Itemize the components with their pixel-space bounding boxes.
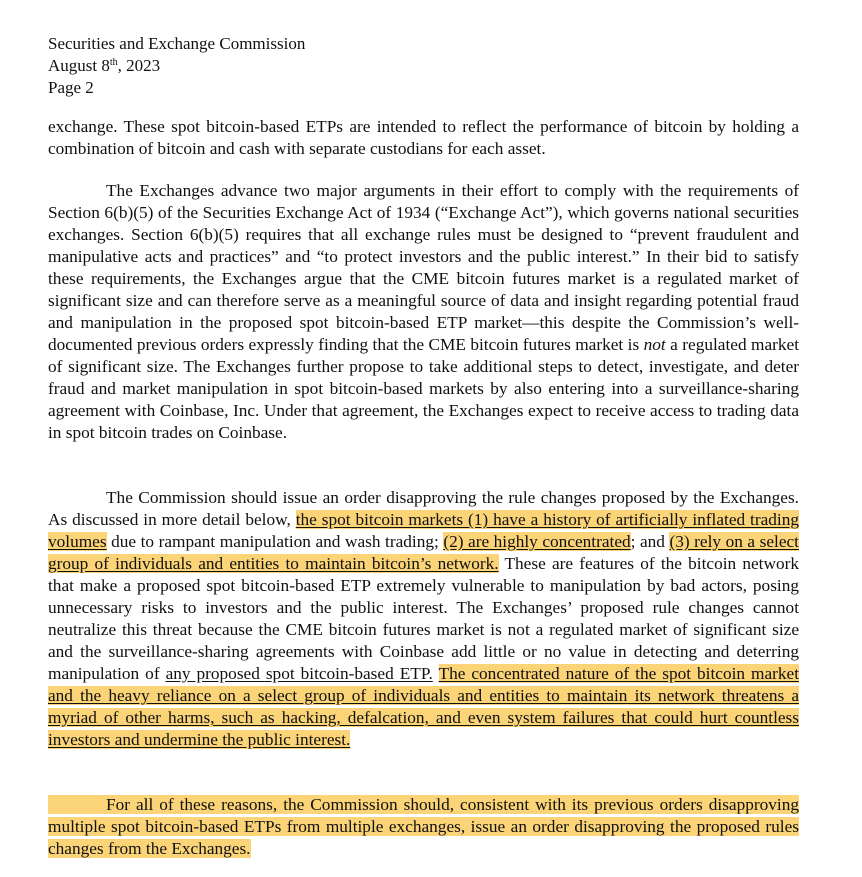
- letter-header: [48, 33, 305, 99]
- recipient-line: Securities and Exchange Commission: [48, 34, 306, 53]
- letter-date: [48, 55, 305, 77]
- paragraph-3-part-2: due to rampant manipulation and wash trading;: [106, 532, 444, 551]
- date-month-day: August 8: [48, 56, 110, 75]
- paragraph-3-part-3: ; and: [630, 532, 670, 551]
- highlight-inflated-volumes: the spot bitcoin markets (1) have a history of artificially inflated trading volumes: [48, 510, 800, 551]
- underline-any-proposed-etp: any proposed spot bitcoin-based ETP.: [165, 664, 433, 683]
- paragraph-2: [48, 180, 799, 444]
- date-ordinal-suffix: th: [109, 57, 118, 68]
- paragraph-3-part-5: [433, 664, 439, 683]
- date-year: , 2023: [117, 56, 161, 75]
- paragraph-4-text: For all of these reasons, the Commission should, consistent with its previous orders disapproving multiple spot bitcoin-based ETPs from multiple exchanges, issue an order disapproving the proposed rules changes from the Exchanges.: [48, 795, 799, 858]
- emphasis-not: not: [643, 335, 666, 354]
- page-number: Page 2: [48, 78, 94, 97]
- highlight-select-group: (3) rely on a select group of individuals and entities to maintain bitcoin’s network.: [48, 532, 799, 573]
- paragraph-2-part-2: a regulated market of significant size. The Exchanges further propose to take additional steps to detect, investigate, and deter fraud and market manipulation in spot bitcoin-based markets by also entering into a surveillance-sharing agreement with Coinbase, Inc. Under that agreement, the Exchanges expect to receive access to trading data in spot bitcoin trades on Coinbase.: [48, 335, 800, 442]
- highlight-conclusion: [48, 795, 799, 858]
- paragraph-1: exchange. These spot bitcoin-based ETPs are intended to reflect the performance of bitcoin by holding a combination of bitcoin and cash with separate custodians for each asset.: [48, 117, 799, 158]
- paragraph-3-part-4: These are features of the bitcoin network that make a proposed spot bitcoin-based ETP extremely vulnerable to manipulation by bad actors, posing unnecessary risks to investors and the public interest. The Exchanges’ proposed rule changes cannot neutralize this threat because the CME bitcoin futures market is not a regulated market of significant size and the surveillance-sharing agreements with Coinbase add little or no value in detecting and deterring manipulation of: [48, 554, 799, 683]
- paragraph-3-part-1: The Commission should issue an order disapproving the rule changes proposed by the Exchanges. As discussed in more detail below,: [48, 488, 799, 529]
- paragraph-3: [48, 487, 799, 751]
- paragraph-2-part-1: The Exchanges advance two major arguments in their effort to comply with the requirements of Section 6(b)(5) of the Securities Exchange Act of 1934 (“Exchange Act”), which governs national securities exchanges. Section 6(b)(5) requires that all exchange rules must be designed to “prevent fraudulent and manipulative acts and practices” and “to protect investors and the public interest.” In their bid to satisfy these requirements, the Exchanges argue that the CME bitcoin futures market is a regulated market of significant size and can therefore serve as a meaningful source of data and insight regarding potential fraud and manipulation in the proposed spot bitcoin-based ETP market—this despite the Commission’s well-documented previous orders expressly finding that the CME bitcoin futures market is: [48, 181, 799, 354]
- paragraph-4: [48, 794, 799, 860]
- highlight-highly-concentrated: (2) are highly concentrated: [443, 532, 631, 551]
- highlight-concentrated-nature: The concentrated nature of the spot bitcoin market and the heavy reliance on a select group of individuals and entities to maintain its network threatens a myriad of other harms, such as hacking, defalcation, and even system failures that could hurt countless investors and undermine the public interest.: [48, 664, 799, 749]
